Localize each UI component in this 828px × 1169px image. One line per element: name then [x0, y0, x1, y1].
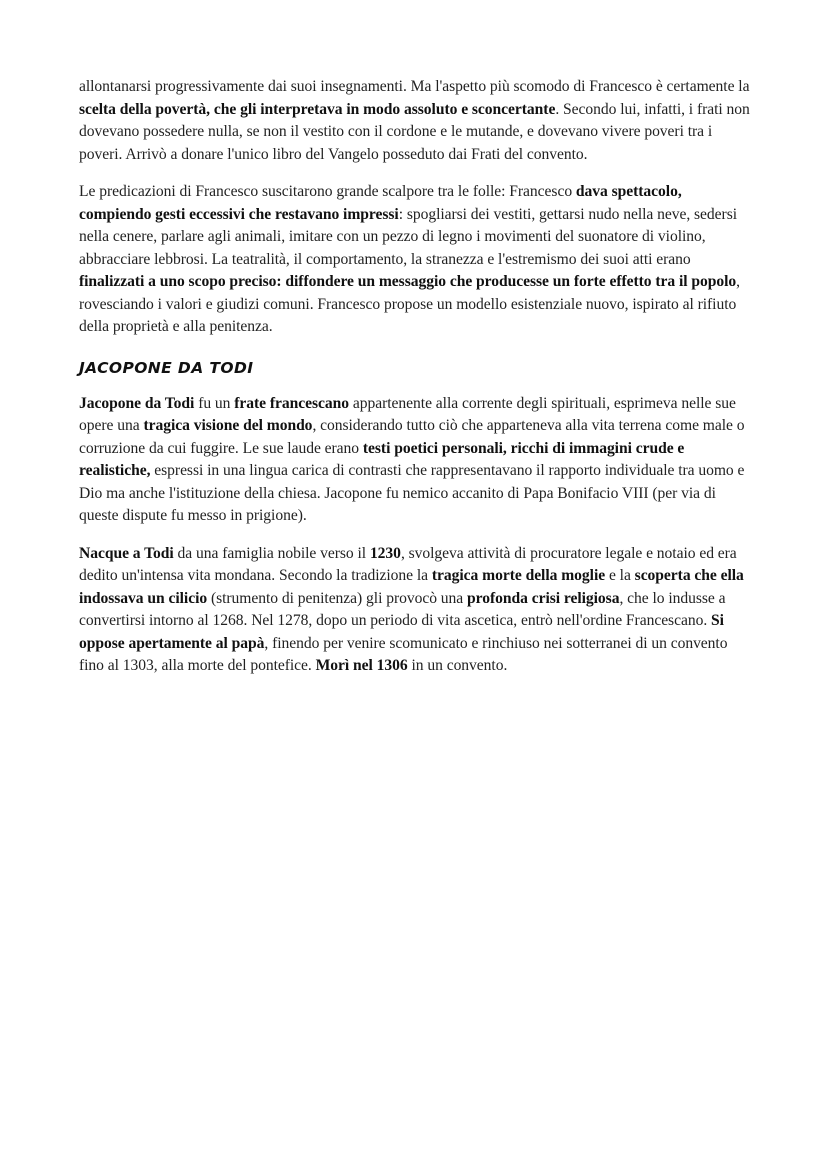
paragraph-p3 — [79, 393, 755, 528]
bold-text: scelta della povertà, che gli interpretava in modo assoluto e sconcertante — [79, 100, 556, 118]
bold-text: tragica morte della moglie — [431, 567, 606, 584]
body-text: e la — [605, 567, 635, 584]
section-heading: JACOPONE DA TODI — [79, 358, 254, 377]
body-text: , rovesciando i valori e giudizi comuni. Francesco propose un modello esistenziale nuovo, ispirato al rifiuto della proprietà e alla penitenza. — [79, 273, 741, 335]
jacopone-section — [79, 393, 755, 678]
bold-text: tragica visione del mondo — [143, 417, 313, 434]
paragraph-p1 — [79, 76, 755, 166]
body-text: , svolgeva attività di procuratore legale e notaio ed era dedito un'intensa vita mondana. Secondo la tradizione la — [79, 544, 737, 584]
body-text: da una famiglia nobile verso il — [173, 544, 370, 562]
document-page — [79, 76, 755, 693]
body-text: fu un — [194, 394, 235, 412]
paragraph-p4 — [79, 543, 755, 678]
bold-text: Nacque a Todi — [79, 544, 174, 562]
body-text: : spogliarsi dei vestiti, gettarsi nudo nella neve, sedersi nella cenere, parlare agli animali, imitare con un pezzo di legno i movimenti del suonatore di violino, abbracciare lebbrosi. La teatralità, il comportamento, la stranezza e l'estremismo dei suoi atti erano — [79, 205, 737, 268]
paragraph-p2 — [79, 181, 755, 339]
bold-text: finalizzati a uno scopo preciso: diffondere un messaggio che producesse un forte effetto tra il popolo — [79, 273, 737, 290]
body-text: Le predicazioni di Francesco suscitarono grande scalpore tra le folle: Francesco — [79, 183, 576, 200]
body-text: . Secondo lui, infatti, i frati non dovevano possedere nulla, se non il vestito con il cordone e le mutande, e dovevano vivere poveri tra i poveri. Arrivò a donare l'unico libro del Vangelo posseduto dai Frati del convento. — [79, 100, 750, 163]
body-text: appartenente alla corrente degli spirituali, esprimeva nelle sue opere una — [79, 394, 736, 434]
body-text: , considerando tutto ciò che apparteneva alla vita terrena come male o corruzione da cui fuggire. Le sue laude erano — [79, 417, 745, 457]
body-text: espressi in una lingua carica di contrasti che rappresentavano il rapporto individuale tra uomo e Dio ma anche l'istituzione della chiesa. Jacopone fu nemico accanito di Papa Bonifacio VIII (per via di queste dispute fu messo in prigione). — [79, 462, 745, 524]
bold-text: 1230 — [369, 544, 401, 562]
bold-text: dava spettacolo, compiendo gesti eccessivi che restavano impressi — [79, 183, 682, 223]
francesco-section — [79, 76, 755, 339]
body-text: (strumento di penitenza) gli provocò una — [207, 589, 468, 607]
bold-text: profonda crisi religiosa — [467, 589, 620, 607]
body-text: , finendo per venire scomunicato e rinchiuso nei sotterranei di un convento fino al 1303, alla morte del pontefice. — [79, 634, 728, 674]
bold-text: Si oppose apertamente al papà — [79, 612, 724, 652]
bold-text: testi poetici personali, ricchi di immagini crude e realistiche, — [79, 439, 685, 479]
bold-text: Morì nel 1306 — [315, 657, 408, 674]
body-text: in un convento. — [407, 657, 508, 674]
body-text: allontanarsi progressivamente dai suoi insegnamenti. Ma l'aspetto più scomodo di Francesco è certamente la — [79, 78, 750, 95]
body-text: , che lo indusse a convertirsi intorno al 1268. Nel 1278, dopo un periodo di vita ascetica, entrò nell'ordine Francescano. — [79, 589, 726, 629]
bold-text: Jacopone da Todi — [79, 394, 195, 412]
bold-text: scoperta che ella indossava un cilicio — [79, 567, 744, 607]
bold-text: frate francescano — [234, 394, 350, 412]
